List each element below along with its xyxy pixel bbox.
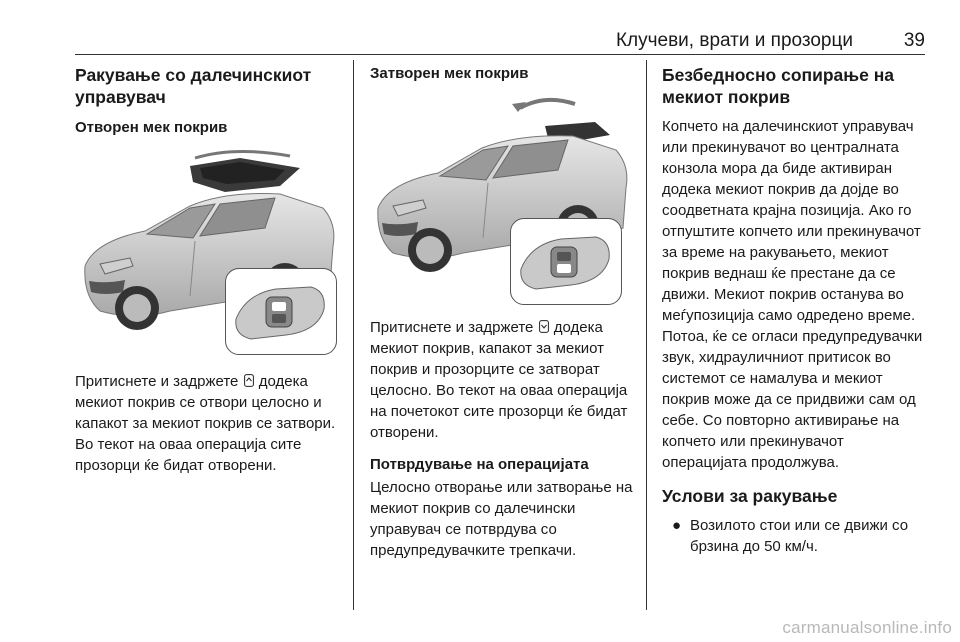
remote-key-inset	[225, 268, 337, 355]
section-heading-remote: Ракување со далечинскиот управувач	[75, 65, 312, 107]
subheading-open-roof: Отворен мек покрив	[75, 119, 228, 136]
column-divider-2	[646, 60, 647, 610]
paragraph-safety-stop: Копчето на далечинскиот управувач или прекинувачот во централната конзола мора да биде активиран додека мекиот покрив да дојде во соодветната крајна позиција. Ако го отпуштите копчето или прекинувачот за време на ракувањето, мекиот покрив веднаш ќе престане да се движи. Мекиот покрив останува во меѓупозиција само одредено време. Потоа, ќе се огласи предупредувачки звук, хидрауличниот притисок во системот се намалува и мекиот покрив може да се придвижи сам од себе. Со повторно активирање на копчето или прекинувачот операцијата продолжува.	[662, 118, 923, 471]
column-1	[75, 64, 345, 476]
watermark: carmanualsonline.info	[782, 618, 952, 637]
column-3	[662, 64, 927, 557]
remote-key-inset-2	[510, 218, 622, 305]
paragraph-close-roof: Притиснете и задржете додека мекиот покрив, капакот за мекиот покрив и прозорците се затворат целосно. Во текот на оваа операција на почетокот сите прозорци ќе бидат отворени.	[370, 319, 628, 441]
page-header	[75, 30, 925, 55]
roof-close-button-icon	[539, 320, 549, 333]
header-title: Клучеви, врати и прозорци	[615, 30, 853, 51]
key-fob-icon	[226, 269, 336, 354]
section-heading-safety-stop: Безбедносно сопирање на мекиот покрив	[662, 65, 895, 107]
page-number: 39	[903, 30, 925, 51]
section-heading-conditions: Услови за ракување	[662, 486, 838, 506]
paragraph-confirm: Целосно отворање или затворање на мекиот покрив со далечински управувач се потврдува со предупредувачките трепкачи.	[370, 479, 633, 559]
column-2	[370, 64, 638, 561]
list-item: ● Возилото стои или се движи со брзина до 50 км/ч.	[672, 517, 909, 555]
car-open-roof-illustration	[75, 146, 340, 361]
car-close-roof-illustration	[370, 90, 635, 305]
subheading-close-roof: Затворен мек покрив	[370, 65, 529, 82]
conditions-list	[662, 515, 927, 557]
key-fob-icon-2	[511, 219, 621, 304]
bullet-icon: ●	[672, 517, 682, 534]
subheading-confirm: Потврдување на операцијата	[370, 456, 589, 473]
column-divider-1	[353, 60, 354, 610]
paragraph-open-roof: Притиснете и задржете додека мекиот покрив се отвори целосно и капакот за мекиот покрив се затвори. Во текот на оваа операција сите прозорци ќе бидат отворени.	[75, 373, 336, 474]
roof-open-button-icon	[244, 374, 254, 387]
